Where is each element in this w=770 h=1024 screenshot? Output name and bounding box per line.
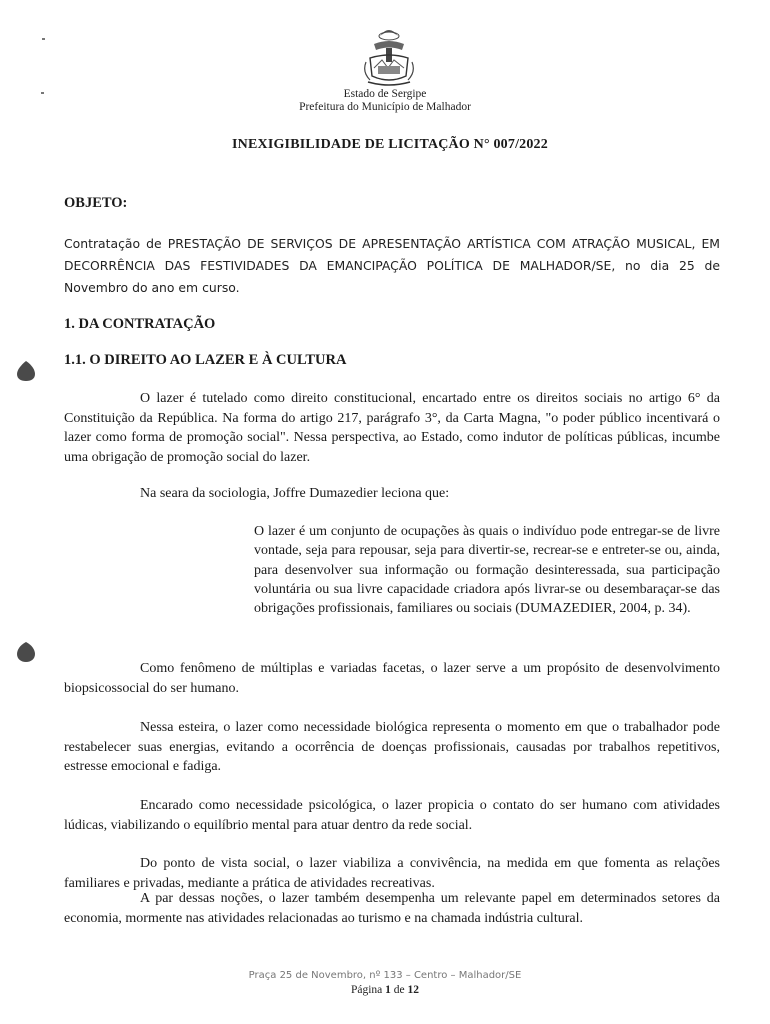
paragraph-necessidade-biologica: Nessa esteira, o lazer como necessidade biológica representa o momento em que o trabalhador pode restabelecer suas energias, evitando a ocorrência de doenças profissionais, causadas por trabalhos repetitivos, estresse emocional e fadiga. <box>64 720 720 774</box>
document-title: INEXIGIBILIDADE DE LICITAÇÃO N° 007/2022 <box>232 137 548 152</box>
section-heading-1-1: 1.1. O DIREITO AO LAZER E À CULTURA <box>64 352 347 368</box>
scan-speck <box>42 38 45 40</box>
header-prefeitura: Prefeitura do Município de Malhador <box>299 101 471 113</box>
page-label: Página <box>350 984 383 996</box>
block-quote-dumazedier: O lazer é um conjunto de ocupações às quais o indivíduo pode entregar-se de livre vontade, seja para repousar, seja para divertir-se, recrear-se e entreter-se ou, ainda, para desenvolver sua informação ou formação desinteressada, sua participação voluntária ou sua livre capacidade criadora após livrar-se ou desembaraçar-se das obrigações profissionais, familiares ou sociais (DUMAZEDIER, 2004, p. 34). <box>254 524 720 617</box>
objeto-heading: OBJETO: <box>64 195 128 211</box>
footer-address: Praça 25 de Novembro, nº 133 – Centro – Malhador/SE <box>248 970 522 981</box>
page-current: 1 <box>385 984 391 996</box>
punch-hole-icon <box>16 360 36 382</box>
punch-hole-icon <box>16 641 36 663</box>
paragraph-ponto-de-vista-social: Do ponto de vista social, o lazer viabiliza a convivência, na medida em que fomenta as relações familiares e privadas, mediante a prática de atividades recreativas. <box>64 856 720 891</box>
page-of: de <box>393 984 405 996</box>
scan-speck <box>41 92 44 94</box>
paragraph-economia: A par dessas noções, o lazer também desempenha um relevante papel em determinados setores da economia, mormente nas atividades relacionadas ao turismo e na chamada indústria cultural. <box>64 891 720 926</box>
header-state: Estado de Sergipe <box>343 88 427 100</box>
paragraph-sociologia: Na seara da sociologia, Joffre Dumazedier leciona que: <box>140 486 450 501</box>
section-heading-1: 1. DA CONTRATAÇÃO <box>64 316 216 332</box>
footer-page-number <box>0 984 770 996</box>
coat-of-arms-icon <box>360 22 418 88</box>
page-total: 12 <box>407 984 420 996</box>
paragraph-fenomeno: Como fenômeno de múltiplas e variadas facetas, o lazer serve a um propósito de desenvolvimento biopsicossocial do ser humano. <box>64 661 720 696</box>
paragraph-necessidade-psicologica: Encarado como necessidade psicológica, o lazer propicia o contato do ser humano com atividades lúdicas, viabilizando o equilíbrio mental para atuar dentro da rede social. <box>64 798 720 833</box>
objeto-text: Contratação de PRESTAÇÃO DE SERVIÇOS DE APRESENTAÇÃO ARTÍSTICA COM ATRAÇÃO MUSICAL, EM DECORRÊNCIA DAS FESTIVIDADES DA EMANCIPAÇÃO POLÍTICA DE MALHADOR/SE, no dia 25 de Novembro do ano em curso. <box>64 236 720 295</box>
paragraph-lazer-constitucional: O lazer é tutelado como direito constitucional, encartado entre os direitos sociais no artigo 6° da Constituição da República. Na forma do artigo 217, parágrafo 3°, da Carta Magna, "o poder público incentivará o lazer como forma de promoção social". Nessa perspectiva, ao Estado, como indutor de políticas públicas, incumbe uma obrigação de promoção social do lazer. <box>64 391 720 465</box>
